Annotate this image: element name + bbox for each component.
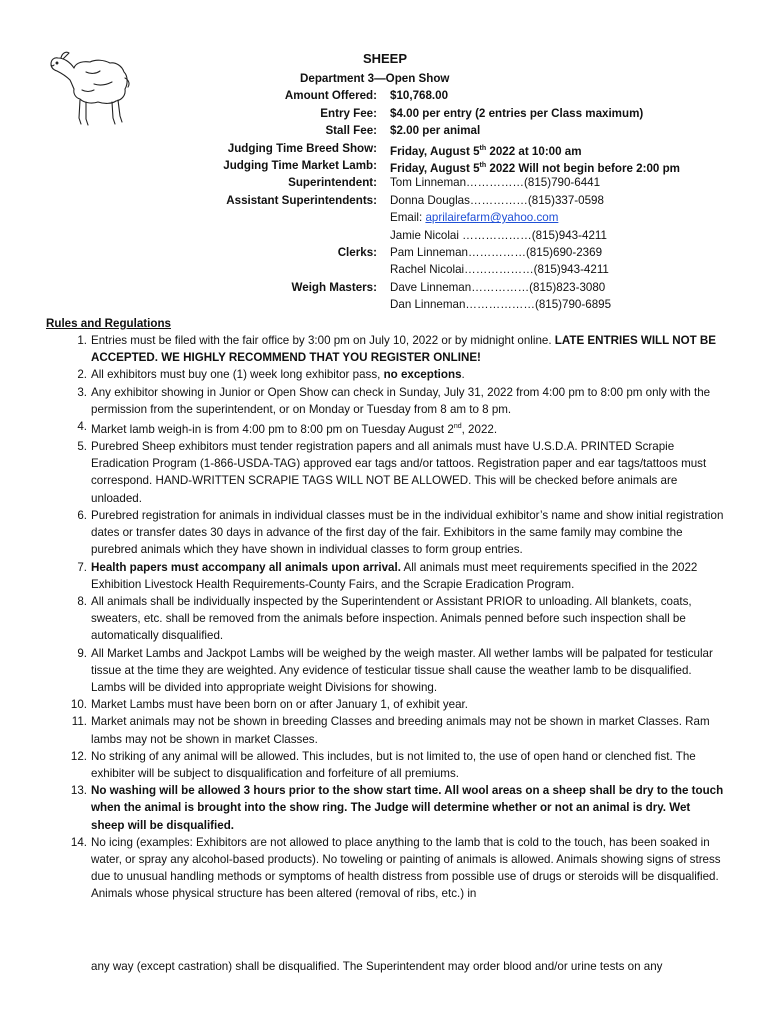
rule-text: No striking of any animal will be allowed. This includes, but is not limited to, the use of open hand or clenched fist. The exhibiter will be subject to disqualification and forfeiture of all premiums. <box>91 749 696 780</box>
rule-item <box>46 645 724 697</box>
info-row <box>0 244 770 261</box>
info-label: Superintendent: <box>288 176 377 190</box>
info-row <box>0 209 770 226</box>
info-row <box>0 105 770 122</box>
rule-number: 11. <box>71 715 87 729</box>
rule-text: Health papers must accompany all animals upon arrival. <box>91 560 401 574</box>
rule-number: 7. <box>77 560 87 574</box>
info-value: Email: aprilairefarm@yahoo.com <box>390 211 559 225</box>
email-link[interactable]: aprilairefarm@yahoo.com <box>425 211 559 225</box>
rule-number: 8. <box>77 594 87 608</box>
info-row <box>0 87 770 104</box>
rule-item <box>46 696 724 713</box>
continued-text: any way (except castration) shall be disqualified. The Superintendent may order blood and/or urine tests on any <box>91 960 663 973</box>
rule-number: 10. <box>70 698 87 712</box>
info-row <box>0 157 770 174</box>
rules-heading: Rules and Regulations <box>46 317 171 330</box>
rule-number: 3. <box>77 385 87 399</box>
rule-item <box>46 782 724 834</box>
rule-text: No icing (examples: Exhibitors are not allowed to place anything to the lamb that is cold to the touch, has been soaked in water, or spray any alcohol-based products). No toweling or painting of animals is allowed. Animals showing signs of stress due to unusual handling methods or symptoms of health distress from possible use of drugs or steroids will be disqualified. Animals whose physical structure has been altered (removal of ribs, etc.) in <box>91 835 721 901</box>
info-label: Assistant Superintendents: <box>226 193 377 207</box>
rule-text: Market animals may not be shown in breeding Classes and breeding animals may not be shown in market Classes. Ram lambs may not be shown in market Classes. <box>91 715 710 746</box>
rule-item <box>46 332 724 366</box>
rule-number: 5. <box>77 440 87 454</box>
rule-item <box>46 438 724 507</box>
department-row <box>0 70 770 87</box>
rules-list <box>46 332 724 903</box>
info-value: Friday, August 5th 2022 at 10:00 am <box>390 144 582 158</box>
rule-item <box>46 713 724 747</box>
rule-text: Market lamb weigh-in is from 4:00 pm to 8:00 pm on Tuesday August 2nd, 2022. <box>91 422 498 436</box>
rule-number: 2. <box>77 368 87 382</box>
info-value: Tom Linneman……………(815)790-6441 <box>390 176 601 190</box>
info-label: Amount Offered: <box>284 89 377 103</box>
rule-item <box>46 593 724 645</box>
info-row <box>0 174 770 191</box>
info-value: Friday, August 5th 2022 Will not begin before 2:00 pm <box>390 161 680 175</box>
rule-number: 6. <box>77 508 87 522</box>
rule-text: Market Lambs must have been born on or after January 1, of exhibit year. <box>91 698 469 712</box>
rule-item <box>46 748 724 782</box>
rule-text: Any exhibitor showing in Junior or Open Show can check in Sunday, July 31, 2022 from 4:00 pm to 8:00 pm only with the permission from the superintendent, or on Monday or Tuesday from 8 am to 8 pm. <box>91 385 711 416</box>
rule-item <box>46 834 724 903</box>
info-row <box>0 122 770 139</box>
rule-number: 13. <box>70 784 87 798</box>
rule-item <box>46 366 724 383</box>
rule-text: Purebred registration for animals in individual classes must be in the individual exhibitor’s name and show initial registration dates or transfer dates 30 days in advance of the first day of the fair. Exhibitors in the same family may combine the purebred animals which they have shown in individual classes to form group entries. <box>91 508 724 557</box>
info-label: Weigh Masters: <box>291 280 377 294</box>
info-label: Clerks: <box>337 245 377 259</box>
info-row <box>0 296 770 313</box>
info-row <box>0 140 770 157</box>
info-value: Jamie Nicolai ………………(815)943-4211 <box>390 228 607 242</box>
info-label: Entry Fee: <box>320 106 377 120</box>
info-value: Pam Linneman……………(815)690-2369 <box>390 245 603 259</box>
info-rows <box>0 87 770 313</box>
info-row <box>0 279 770 296</box>
info-value: Dave Linneman……………(815)823-3080 <box>390 280 606 294</box>
info-label: Stall Fee: <box>325 124 377 138</box>
rule-text: All animals shall be individually inspected by the Superintendent or Assistant PRIOR to unloading. All blankets, coats, sweaters, etc. shall be removed from the animals before inspection. Animals penned before such inspection shall be automatically disqualified. <box>91 594 692 643</box>
info-row <box>0 227 770 244</box>
info-row <box>0 261 770 278</box>
rule-item <box>46 507 724 559</box>
info-value: $10,768.00 <box>390 89 449 103</box>
rule-number: 12. <box>70 749 87 763</box>
rule-number: 14. <box>70 835 87 849</box>
info-value: Dan Linneman………………(815)790-6895 <box>390 298 612 312</box>
page-title: SHEEP <box>362 51 408 66</box>
department-heading: Department 3—Open Show <box>300 72 450 85</box>
info-label: Judging Time Breed Show: <box>227 141 377 155</box>
rule-item <box>46 559 724 593</box>
rule-text: LATE ENTRIES WILL NOT BE ACCEPTED. WE HIGHLY RECOMMEND THAT YOU REGISTER ONLINE! <box>91 334 717 365</box>
rule-item <box>46 384 724 418</box>
rule-text: Entries must be filed with the fair office by 3:00 pm on July 10, 2022 or by midnight online. <box>91 334 555 347</box>
rule-text: . <box>461 368 465 382</box>
rule-item <box>46 418 724 438</box>
info-value: $4.00 per entry (2 entries per Class maximum) <box>390 106 644 120</box>
show-info <box>0 70 770 313</box>
rule-text: no exceptions <box>383 368 462 382</box>
info-value: Rachel Nicolai………………(815)943-4211 <box>390 263 609 277</box>
info-label: Judging Time Market Lamb: <box>223 158 377 172</box>
rule-number: 9. <box>77 646 87 660</box>
rule-text: All animals must meet requirements specified in the 2022 Exhibition Livestock Health Requirements-County Fairs, and the Scrapie Eradication Program. <box>91 560 698 591</box>
rule-text: Purebred Sheep exhibitors must tender registration papers and all animals must have U.S.D.A. PRINTED Scrapie Eradication Program (1-866-USDA-TAG) approved ear tags and/or tattoos. Registration paper and ear tags/tattoos must correspond. HAND-WRITTEN SCRAPIE TAGS WILL NOT BE ALLOWED. This will be checked before animals are unloaded. <box>91 440 707 505</box>
rule-text: All exhibitors must buy one (1) week long exhibitor pass, <box>91 368 384 382</box>
rule-text: No washing will be allowed 3 hours prior to the show start time. All wool areas on a sheep shall be dry to the touch when the animal is brought into the show ring. The Judge will determine whether or not an animal is dry. Wet sheep will be disqualified. <box>91 784 724 832</box>
info-value: $2.00 per animal <box>390 124 481 138</box>
rule-number: 1. <box>77 334 87 347</box>
rule-text: All Market Lambs and Jackpot Lambs will be weighed by the weigh master. All wether lambs will be palpated for testicular tissue at the time they are weighted. Any evidence of testicular tissue shall cause the weather lamb to be disqualified. Lambs will be divided into appropriate weight Divisions for showing. <box>91 646 713 694</box>
info-value: Donna Douglas……………(815)337-0598 <box>390 193 604 207</box>
rule-number: 4. <box>77 420 87 434</box>
info-row <box>0 192 770 209</box>
